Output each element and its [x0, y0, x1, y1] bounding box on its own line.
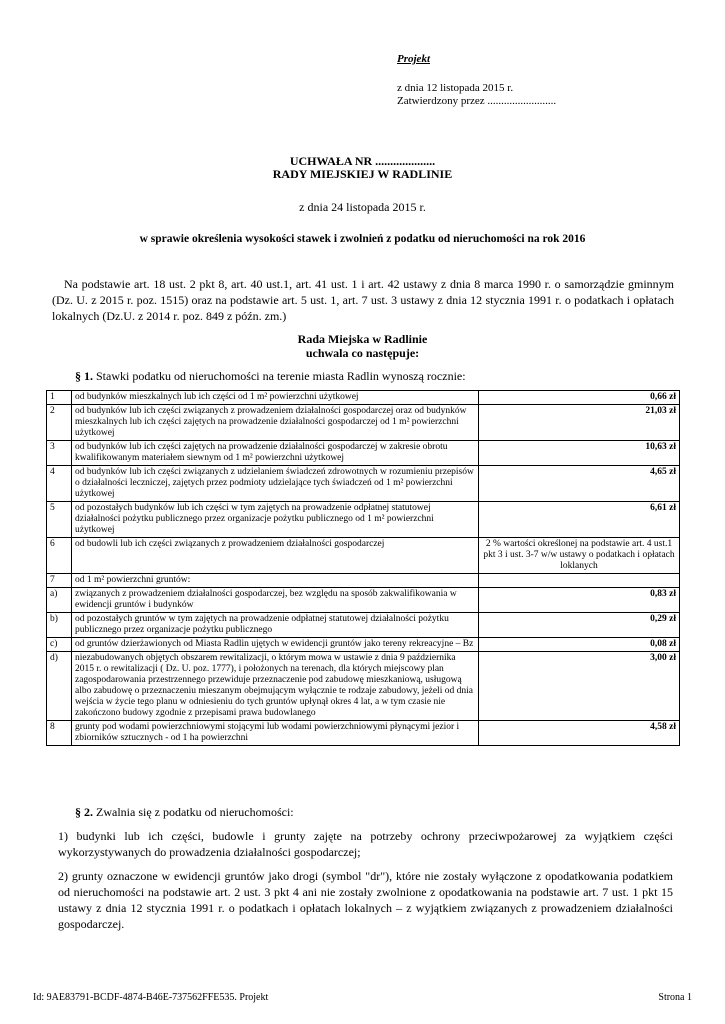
row-number: 7: [47, 574, 72, 588]
row-number: 8: [47, 721, 72, 746]
row-description: od pozostałych budynków lub ich części w tym zajętych na prowadzenie odpłatnej statutowej działalności pożytku publicznego przez organizacje pożytku publicznego od 1 m² powierzchni użytkowej: [72, 502, 479, 538]
table-row: [47, 574, 680, 588]
row-description: grunty pod wodami powierzchniowymi stojącymi lub wodami powierzchniowymi płynącymi jezior i zbiorników sztucznych - od 1 ha powierzchni: [72, 721, 479, 746]
row-rate: 10,63 zł: [479, 441, 680, 466]
row-number: 4: [47, 466, 72, 502]
row-number: 1: [47, 391, 72, 405]
row-number: b): [47, 613, 72, 638]
table-row: [47, 502, 680, 538]
row-description: od budynków lub ich części zajętych na prowadzenie działalności gospodarczej w zakresie obrotu kwalifikowanym materiałem siewnym od 1 m² powierzchni użytkowej: [72, 441, 479, 466]
resolution-date: z dnia 24 listopada 2015 r.: [299, 200, 426, 214]
row-rate: [479, 574, 680, 588]
table-row: [47, 721, 680, 746]
council-decides-line2: uchwala co następuje:: [305, 346, 420, 360]
row-number: 2: [47, 405, 72, 441]
table-row: [47, 613, 680, 638]
resolution-subject: w sprawie określenia wysokości stawek i zwolnień z podatku od nieruchomości na rok 2016: [139, 233, 586, 245]
row-description: od budynków lub ich części związanych z udzielaniem świadczeń zdrowotnych w rozumieniu przepisów o działalności leczniczej, zajętych przez podmioty udzielające tych świadczeń od 1 m² powierzchni użytkowej: [72, 466, 479, 502]
council-decides: [0, 332, 725, 360]
row-number: a): [47, 588, 72, 613]
resolution-number: UCHWAŁA NR ....................: [289, 154, 436, 168]
header-meta: [397, 82, 556, 108]
row-description: od pozostałych gruntów w tym zajętych na prowadzenie odpłatnej statutowej działalności pożytku publicznego przez organizacje pożytku publicznego: [72, 613, 479, 638]
table-row: [47, 638, 680, 652]
page-number: Strona 1: [658, 992, 692, 1003]
row-number: 5: [47, 502, 72, 538]
paragraph-2: [75, 805, 294, 820]
table-row: [47, 466, 680, 502]
row-rate: 0,29 zł: [479, 613, 680, 638]
resolution-title: [0, 155, 725, 181]
row-rate: 4,65 zł: [479, 466, 680, 502]
table-row: [47, 588, 680, 613]
council-decides-line1: Rada Miejska w Radlinie: [297, 332, 428, 346]
row-number: c): [47, 638, 72, 652]
approved-by: Zatwierdzony przez .........................: [397, 95, 557, 107]
row-description: od budynków mieszkalnych lub ich części od 1 m² powierzchni użytkowej: [72, 391, 479, 405]
row-description: od gruntów dzierżawionych od Miasta Radlin ujętych w ewidencji gruntów jako tereny rekreacyjne – Bz: [72, 638, 479, 652]
preamble: Na podstawie art. 18 ust. 2 pkt 8, art. 40 ust.1, art. 41 ust. 1 i art. 42 ustawy z dnia 8 marca 1990 r. o samorządzie gminnym (Dz. U. z 2015 r. poz. 1515) oraz na podstawie art. 5 ust. 1, art. 7 ust. 3 ustawy z dnia 12 stycznia 1991 r. o podatkach i opłatach lokalnych (Dz.U. z 2014 r. poz. 849 z późn. zm.): [52, 277, 674, 323]
exemption-item-2: 2) grunty oznaczone w ewidencji gruntów jako drogi (symbol "dr"), które nie zostały wyłączone z opodatkowania podatkiem od nieruchomości na podstawie art. 2 ust. 3 pkt 4 ani nie zostały zwolnione z opodatkowania na podstawie art. 7 ust. 1 pkt 15 ustawy z dnia 12 stycznia 1991 r. o podatkach i opłatach lokalnych – z wyjątkiem związanych z prowadzeniem działalności gospodarczej.: [58, 869, 673, 931]
paragraph-1: [75, 369, 466, 384]
row-description: niezabudowanych objętych obszarem rewitalizacji, o którym mowa w ustawie z dnia 9 października 2015 r. o rewitalizacji ( Dz. U. poz. 1777), i położonych na terenach, dla których miejscowy plan zagospodarowania przestrzennego przewiduje przeznaczenie pod zabudowę mieszkaniową, usługową albo zabudowę o przeznaczeniu mieszanym obejmującym wyłącznie te rodzaje zabudowy, jeżeli od dnia wejścia w życie tego planu w odniesieniu do tych gruntów upłynął okres 4 lat, a w tym czasie nie zakończono budowy zgodnie z przepisami prawa budowlanego: [72, 652, 479, 721]
row-description: od budowli lub ich części związanych z prowadzeniem działalności gospodarczej: [72, 538, 479, 574]
row-rate: 21,03 zł: [479, 405, 680, 441]
council-name: RADY MIEJSKIEJ W RADLINIE: [272, 167, 453, 181]
table-row: [47, 405, 680, 441]
row-rate: 3,00 zł: [479, 652, 680, 721]
table-row: [47, 391, 680, 405]
table-row: [47, 538, 680, 574]
row-description: od budynków lub ich części związanych z prowadzeniem działalności gospodarczej oraz od budynków mieszkalnych lub ich części zajętych na prowadzenie działalności gospodarczej od 1 m² powierzchni użytkowej: [72, 405, 479, 441]
document-id: Id: 9AE83791-BCDF-4874-B46E-737562FFE535. Projekt: [33, 992, 269, 1003]
row-rate: 2 % wartości określonej na podstawie art. 4 ust.1 pkt 3 i ust. 3-7 w/w ustawy o podatkach i opłatach loklanych: [479, 538, 680, 574]
row-rate: 6,61 zł: [479, 502, 680, 538]
paragraph-1-mark: § 1.: [75, 369, 93, 383]
row-rate: 4,58 zł: [479, 721, 680, 746]
paragraph-1-text: Stawki podatku od nieruchomości na terenie miasta Radlin wynoszą rocznie:: [93, 369, 466, 383]
table-row: [47, 441, 680, 466]
row-number: 6: [47, 538, 72, 574]
row-rate: 0,66 zł: [479, 391, 680, 405]
draft-date: z dnia 12 listopada 2015 r.: [397, 82, 514, 94]
paragraph-2-text: Zwalnia się z podatku od nieruchomości:: [93, 805, 294, 819]
row-rate: 0,83 zł: [479, 588, 680, 613]
exemption-item-1: 1) budynki lub ich części, budowle i grunty zajęte na potrzeby ochrony przeciwpożarowej za wyjątkiem części wykorzystywanych do prowadzenia działalności gospodarczej;: [58, 829, 673, 859]
row-description: związanych z prowadzeniem działalności gospodarczej, bez względu na sposób zakwalifikowania w ewidencji gruntów i budynków: [72, 588, 479, 613]
row-rate: 0,08 zł: [479, 638, 680, 652]
row-number: d): [47, 652, 72, 721]
projekt-label: Projekt: [397, 53, 430, 65]
paragraph-2-mark: § 2.: [75, 805, 93, 819]
row-number: 3: [47, 441, 72, 466]
table-row: [47, 652, 680, 721]
tax-rates-table: [46, 390, 680, 746]
row-description: od 1 m² powierzchni gruntów:: [72, 574, 479, 588]
